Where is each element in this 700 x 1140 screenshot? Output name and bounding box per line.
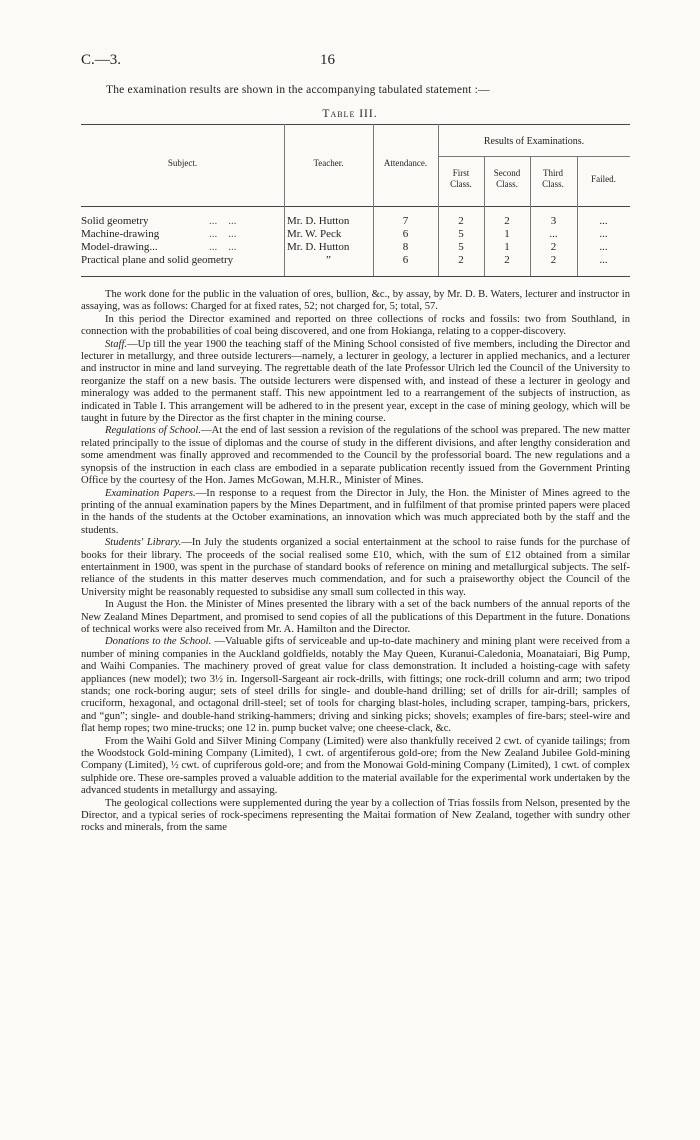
row4-attendance: 6: [402, 254, 409, 266]
paragraph-staff: Staff.—Up till the year 1900 the teaching staff of the Mining School consisted of five members, including the Director and lecturer in metallurgy, and three outside lecturers—namely, a lecturer in geology, a lecturer in applied mechanics, and a lecturer and instructor in mine and land surveying. The regrettable death of the late Professor Ulrich led the Council of the University to reorganize the staff on a new basis. The outside lecturers were dispensed with, and instead of these a lecturer in geology and mineralogy was added to the permanent staff. This new appointment led to a rearrangement of the subjects of instruction, as indicated in Table I. This arrangement will be adhered to in the present year, except in the case of mining geology, which will be taught in future by the Director as the first chapter in the mining course.: [81, 338, 630, 425]
col-teacher-header: Teacher.: [313, 158, 344, 168]
heading-library: Students' Library.: [105, 537, 182, 549]
row2-first: 5: [458, 228, 464, 240]
col-second-header: Second Class.: [493, 168, 521, 189]
heading-regulations: Regulations of School.: [105, 425, 202, 437]
row1-attendance: 7: [402, 215, 409, 227]
row3-subject: Model-drawing...: [81, 241, 158, 253]
paragraph-regulations: Regulations of School.—At the end of last session a revision of the regulations of the school was prepared. The new matter related principally to the issue of diplomas and the course of study in the different divisions, and after lengthy consideration and some amendment was finally approved and recommended to the Council by the professorial board. The new regulations and a synopsis of the instruction in each class are embodied in a separate publication recently issued from the Government Printing Office by the courtesy of the Hon. James McGowan, M.H.R., Minister of Mines.: [81, 425, 630, 487]
row3-teacher: Mr. D. Hutton: [287, 241, 350, 253]
heading-exam-papers: Examination Papers.: [105, 487, 196, 499]
heading-donations: Donations to the School.: [105, 636, 212, 648]
row1-first: 2: [458, 215, 464, 227]
row2-attendance: 6: [402, 228, 409, 240]
row3-attendance: 8: [402, 241, 409, 253]
row4-failed: ...: [599, 254, 608, 266]
heading-staff: Staff.: [105, 338, 128, 350]
row3-failed: ...: [599, 241, 608, 253]
row1-subject: Solid geometry: [81, 215, 149, 227]
document-page: C.—3. 16 The examination results are shown in the accompanying tabulated statement :— Table III. Subject. Teacher. Attendance. Results of Examinations. First Class. Second Class. Third Class. Failed. Solid geometry ... ... Mr. D. Hutton 7 2 2 3 ... Machine-drawing ... ... Mr. W. Peck 6 5 1 ... ... Model-drawing... ... ... Mr. D. Hutton 8 5 1 2 ... Practical plane and solid geometry ” 6 2 2 2 ... The work done for the public in the valuation of ores, bullion, &c., by assay, by Mr. D. B. Waters, lecturer and instructor in assaying, was as follows: Charged for at fixed rates, 52; not charged for, 5; total, 57. In this period the Director examined and reported on three collections of rocks and fossils: two from Southland, in connection with the probabilities of coal being discovered, and one from Hokianga, relating to a copper-discovery. Staff.—Up till the year 1900 the teaching staff of the Mining School consisted of five members, including the Director and lecturer in metallurgy, and three outside lecturers—namely, a lecturer in geology, a lecturer in applied mechanics, and a lecturer and instructor in mine and land surveying. The regrettable death of the late Professor Ulrich led the Council of the University to reorganize the staff on a new basis. The outside lecturers were dispensed with, and instead of these a lecturer in geology and mineralogy was added to the permanent staff. This new appointment led to a rearrangement of the subjects of instruction, as indicated in Table I. This arrangement will be adhered to in the present year, except in the case of mining geology, which will be taught in future by the Director as the first chapter in the mining course. Regulations of School.—At the end of last session a revision of the regulations of the school was prepared. The new matter related principally to the issue of diplomas and the course of study in the different divisions, and after lengthy consideration and some amendment was finally approved and recommended to the Council by the professorial board. The new regulations and a synopsis of the instruction in each class are embodied in a separate publication recently issued from the Government Printing Office by the courtesy of the Hon. James McGowan, M.H.R., Minister of Mines. Examination Papers.—In response to a request from the Director in July, the Hon. the Minister of Mines agreed to the printing of the annual examination papers by the Mines Department, and in fulfilment of that promise printed papers were placed in the hands of the students at the October examinations, an innovation which was much appreciated both by the staff and the students. Students' Library.—In July the students organized a social entertainment at the school to raise funds for the purchase of books for their library. The proceeds of the social realised some £10, which, with the sum of £12 obtained from a similar entertainment in 1900, was spent in the purchase of standard books of reference on mining and metallurgical subjects. The self-reliance of the students in this matter deserves much commendation, and for such a praiseworthy object the Council of the University might be reasonably requested to subsidise any small sum collected in this way. In August the Hon. the Minister of Mines presented the library with a set of the back numbers of the annual reports of the New Zealand Mines Department, and promised to send copies of all the publications of this Department in the future. Donations of technical works were also received from Mr. A. Hamilton and the Director. Donations to the School. —Valuable gifts of serviceable and up-to-date machinery and mining plant were received from a number of mining companies in the Auckland goldfields, notably the May Queen, Kuranui-Caledonia, Moanataiari, Big Pump, and Waihi Companies. The machinery proved of great value for class demonstration. It included a hoisting-cage with safety appliances (new model); two 3½ in. Ingersoll-Sargeant air rock-drills, with fittings; one rock-drill column and arm; two tripod stands; one rock-boring augur; sets of steel drills for single- and double-hand drilling; set of drills for air-drill; samples of cruciform, hexagonal, and octagonal drill-steel; set of tools for charging blast-holes, including scraper, tamping-bars, prickers, and “gun”; single- and double-hand striking-hammers; driving and sinking picks; shovels; examples of fire-bars; steel-wire and flat hemp ropes; two mine-trucks; one 12 in. pump bucket valve; one cheese-clack, &c. From the Waihi Gold and Silver Mining Company (Limited) were also thankfully received 2 cwt. of cyanide tailings; from the Woodstock Gold-mining Company (Limited), 1 cwt. of argentiferous gold-ore; from the New Zealand Jubilee Gold-mining Company (Limited), ½ cwt. of cupriferous gold-ore; and from the Monowai Gold-mining Company (Limited), 1 cwt. of complex sulphide ore. These ore-samples proved a valuable addition to the material available for the experimental work undertaken by the advanced students in metallurgy and assaying. The geological collections were supplemented during the year by a collection of Trias fossils from Nelson, presented by the Director, and a typical series of rock-specimens representing the Maitai formation of New Zealand, together with sundry other rocks and minerals, from the same: [0, 0, 700, 1140]
row3-third: 2: [550, 241, 557, 253]
page-number: 16: [320, 52, 335, 68]
table-header-rule: [81, 206, 630, 207]
row1-failed: ...: [599, 215, 608, 227]
row2-third: ...: [549, 228, 558, 240]
results-subheader-rule: [438, 156, 630, 157]
row3-second: 1: [504, 241, 510, 253]
paragraph-exam-papers: Examination Papers.—In response to a request from the Director in July, the Hon. the Minister of Mines agreed to the printing of the annual examination papers by the Mines Department, and in fulfilment of that promise printed papers were placed in the hands of the students at the October examinations, an innovation which was much appreciated both by the staff and the students.: [81, 487, 630, 536]
paragraph-library-donation: In August the Hon. the Minister of Mines presented the library with a set of the back numbers of the annual reports of the New Zealand Mines Department, and promised to send copies of all the publications of this Department in the future. Donations of technical works were also received from Mr. A. Hamilton and the Director.: [81, 599, 630, 635]
paragraph-ore-samples: From the Waihi Gold and Silver Mining Company (Limited) were also thankfully received 2 cwt. of cyanide tailings; from the Woodstock Gold-mining Company (Limited), 1 cwt. of argentiferous gold-ore; from the New Zealand Jubilee Gold-mining Company (Limited), ½ cwt. of cupriferous gold-ore; and from the Monowai Gold-mining Company (Limited), 1 cwt. of complex sulphide ore. These ore-samples proved a valuable addition to the material available for the experimental work undertaken by the advanced students in metallurgy and assaying.: [81, 735, 630, 797]
row2-second: 1: [504, 228, 510, 240]
row1-second: 2: [504, 215, 510, 227]
row2-failed: ...: [599, 228, 608, 240]
table-title: Table III.: [322, 108, 378, 120]
intro-sentence: The examination results are shown in the accompanying tabulated statement :—: [106, 84, 490, 96]
report-code: C.—3.: [81, 52, 122, 68]
table-top-rule: [81, 124, 630, 125]
row4-subject: Practical plane and solid geometry: [81, 254, 234, 266]
row3-first: 5: [458, 241, 464, 253]
paragraph-donations: Donations to the School. —Valuable gifts of serviceable and up-to-date machinery and mining plant were received from a number of mining companies in the Auckland goldfields, notably the May Queen, Kuranui-Caledonia, Moanataiari, Big Pump, and Waihi Companies. The machinery proved of great value for class demonstration. It included a hoisting-cage with safety appliances (new model); two 3½ in. Ingersoll-Sargeant air rock-drills, with fittings; one rock-drill column and arm; two tripod stands; one rock-boring augur; sets of steel drills for single- and double-hand drilling; set of drills for air-drill; samples of cruciform, hexagonal, and octagonal drill-steel; set of tools for charging blast-holes, including scraper, tamping-bars, prickers, and “gun”; single- and double-hand striking-hammers; driving and sinking picks; shovels; examples of fire-bars; steel-wire and flat hemp ropes; two mine-trucks; one 12 in. pump bucket valve; one cheese-clack, &c.: [81, 636, 630, 735]
row4-first: 2: [458, 254, 464, 266]
paragraph-assays: The work done for the public in the valuation of ores, bullion, &c., by assay, by Mr. D. B. Waters, lecturer and instructor in assaying, was as follows: Charged for at fixed rates, 52; not charged for, 5; total, 57.: [81, 289, 630, 313]
row2-subject: Machine-drawing: [81, 228, 160, 240]
col-failed-header: Failed.: [591, 174, 616, 184]
row2-teacher: Mr. W. Peck: [287, 228, 342, 240]
row1-teacher: Mr. D. Hutton: [287, 215, 350, 227]
body-text: [81, 289, 630, 835]
col-third-header: Third Class.: [542, 168, 564, 189]
table-bottom-rule: [81, 276, 630, 277]
row4-second: 2: [504, 254, 510, 266]
paragraph-collections: In this period the Director examined and reported on three collections of rocks and fossils: two from Southland, in connection with the probabilities of coal being discovered, and one from Hokianga, relating to a copper-discovery.: [81, 313, 630, 338]
col-attendance-header: Attendance.: [383, 158, 428, 168]
paragraph-library: Students' Library.—In July the students organized a social entertainment at the school to raise funds for the purchase of books for their library. The proceeds of the social realised some £10, which, with the sum of £12 obtained from a similar entertainment in 1900, was spent in the purchase of standard books of reference on mining and metallurgical subjects. The self-reliance of the students in this matter deserves much commendation, and for such a praiseworthy object the Council of the University might be reasonably requested to subsidise any small sum collected in this way.: [81, 537, 630, 598]
col-subject-header: Subject.: [167, 158, 198, 168]
row4-teacher: ”: [326, 254, 331, 266]
results-header: Results of Examinations.: [483, 136, 585, 147]
paragraph-geology: The geological collections were supplemented during the year by a collection of Trias fossils from Nelson, presented by the Director, and a typical series of rock-specimens representing the Maitai formation of New Zealand, together with sundry other rocks and minerals, from the same: [81, 797, 630, 834]
col-first-header: First Class.: [450, 168, 472, 189]
row1-third: 3: [550, 215, 557, 227]
row4-third: 2: [550, 254, 557, 266]
